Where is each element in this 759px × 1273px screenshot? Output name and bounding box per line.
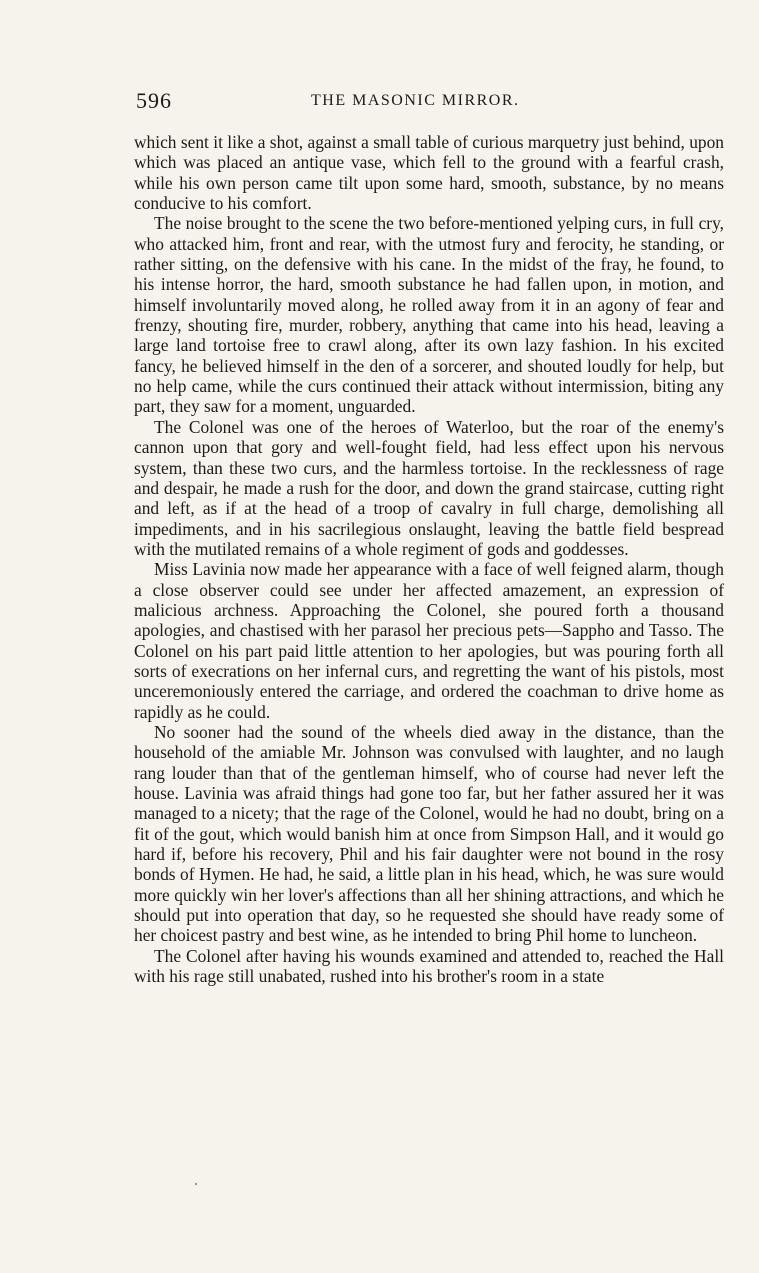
ink-speck bbox=[195, 1183, 197, 1185]
body-text bbox=[134, 132, 724, 986]
paragraph-curs-attack: The noise brought to the scene the two before-mentioned yelping curs, in full cry, who attacked him, front and rear, with the utmost fury and ferocity, he standing, or rather sitting, on the defensive with his cane. In the midst of the fray, he found, to his intense horror, the hard, smooth substance he had fallen upon, in motion, and himself involuntarily moved along, he rolled away from it in an agony of fear and frenzy, shouting fire, murder, robbery, anything that came into his head, leaving a large land tortoise free to crawl along, after its own lazy fashion. In his excited fancy, he believed himself in the den of a sorcerer, and shouted loudly for help, but no help came, while the curs continued their attack without intermission, biting any part, they saw for a moment, unguarded. bbox=[134, 213, 724, 417]
paragraph-continuation: which sent it like a shot, against a small table of curious marquetry just behind, upon which was placed an antique vase, which fell to the ground with a fearful crash, while his own person came tilt upon some hard, smooth, substance, by no means conducive to his comfort. bbox=[134, 132, 724, 214]
running-title: THE MASONIC MIRROR. bbox=[311, 92, 520, 109]
paragraph-colonel-hall: The Colonel after having his wounds examined and attended to, reached the Hall with his rage still unabated, rushed into his brother's room in a state bbox=[134, 945, 724, 987]
page-number: 596 bbox=[136, 88, 172, 113]
paragraph-waterloo: The Colonel was one of the heroes of Waterloo, but the roar of the enemy's cannon upon that gory and well-fought field, had less effect upon his nervous system, than these two curs, and the harmless tortoise. In the recklessness of rage and despair, he made a rush for the door, and down the grand staircase, cutting right and left, as if at the head of a troop of cavalry in full charge, demolishing all impediments, and in his sacrilegious onslaught, leaving the battle field bespread with the mutilated remains of a whole regiment of gods and goddesses. bbox=[134, 416, 724, 559]
paragraph-household: No sooner had the sound of the wheels died away in the distance, than the household of the amiable Mr. Johnson was convulsed with laughter, and no laugh rang louder than that of the gentleman himself, who of course had never left the house. Lavinia was afraid things had gone too far, but her father assured her it was managed to a nicety; that the rage of the Colonel, would he had no doubt, bring on a fit of the gout, which would banish him at once from Simpson Hall, and it would go hard if, before his recovery, Phil and his fair daughter were not bound in the rosy bonds of Hymen. He had, he said, a little plan in his head, which, he was sure would more quickly win her lover's affections than all her shining attractions, and which he should put into operation that day, so he requested she should have ready some of her choicest pastry and best wine, as he intended to bring Phil home to luncheon. bbox=[134, 721, 724, 946]
page-header bbox=[136, 88, 726, 114]
paragraph-lavinia: Miss Lavinia now made her appearance with a face of well feigned alarm, though a close observer could see under her affected amazement, an expression of malicious archness. Approaching the Colonel, she poured forth a thousand apologies, and chastised with her parasol her precious pets—Sappho and Tasso. The Colonel on his part paid little attention to her apologies, but was pouring forth all sorts of execrations on her infernal curs, and regretting the want of his pistols, most unceremoniously entered the carriage, and ordered the coachman to drive home as rapidly as he could. bbox=[134, 559, 724, 722]
